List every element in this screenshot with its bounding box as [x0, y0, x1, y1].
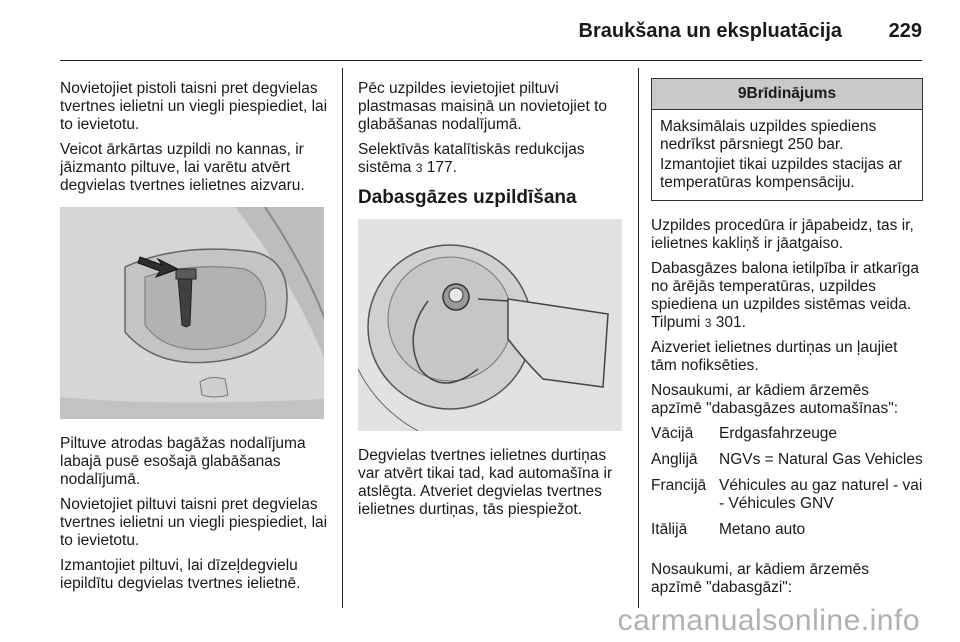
- ref-text: Selektīvās katalītiskās redukcijas sistēma: [358, 141, 585, 176]
- column-2: [358, 80, 626, 526]
- page-number: 229: [888, 20, 922, 42]
- warning-title: Brīdinājums: [746, 85, 837, 102]
- section-heading: Dabasgāzes uzpildīšana: [358, 187, 577, 208]
- paragraph: Nosaukumi, ar kādiem ārzemēs apzīmē "dabasgāzi":: [651, 561, 869, 596]
- table-row: [651, 477, 923, 521]
- warning-body: [652, 110, 922, 200]
- header-title: Braukšana un ekspluatācija: [578, 20, 842, 42]
- term-cell: NGVs = Natural Gas Vehicles: [719, 451, 923, 468]
- column-3: [651, 78, 923, 604]
- table-row: [651, 451, 923, 477]
- warning-box: [651, 78, 923, 201]
- paragraph: Novietojiet piltuvi taisni pret degvielas tvertnes ielietni un viegli piespiediet, lai to ievietotu.: [60, 496, 328, 549]
- paragraph: [358, 141, 626, 177]
- ref-text: Dabasgāzes balona ietilpība ir atkarīga no ārējās temperatūras, uzpildes spiediena un uzpildes sistēmas veida. Tilpumi: [651, 260, 919, 331]
- paragraph: Pēc uzpildes ievietojiet piltuvi plastmasas maisiņā un novietojiet to glabāšanas nodalījumā.: [358, 80, 607, 133]
- paragraph: Degvielas tvertnes ielietnes durtiņas var atvērt tikai tad, kad automašīna ir atslēgta. Atveriet degvielas tvertnes ielietnes durtiņas, tās piespiežot.: [358, 447, 613, 518]
- column-1: [60, 80, 328, 600]
- terms-table: [651, 425, 923, 547]
- watermark: carmanualsonline.info: [617, 604, 920, 637]
- warning-header: [652, 79, 922, 110]
- paragraph: Uzpildes procedūra ir jāpabeidz, tas ir, ielietnes kakliņš ir jāatgaiso.: [651, 217, 914, 252]
- table-row: [651, 521, 923, 547]
- page-ref[interactable]: 177.: [426, 159, 457, 176]
- term-cell: Metano auto: [719, 521, 806, 538]
- term-cell: Erdgasfahrzeuge: [719, 425, 838, 442]
- warning-icon: 9: [737, 85, 747, 102]
- column-divider-1: [342, 68, 343, 608]
- fuel-door-figure: [358, 219, 622, 431]
- page-ref-icon: 3: [704, 316, 712, 330]
- page-ref[interactable]: 301.: [715, 314, 746, 331]
- paragraph: Nosaukumi, ar kādiem ārzemēs apzīmē "dabasgāzes automašīnas":: [651, 382, 899, 417]
- term-cell: Véhicules au gaz naturel - vai - Véhicules GNV: [719, 477, 923, 512]
- paragraph: Novietojiet pistoli taisni pret degvielas tvertnes ielietni un viegli piespiediet, lai to ievietotu.: [60, 80, 328, 133]
- paragraph: Izmantojiet piltuvi, lai dīzeļdegvielu iepildītu degvielas tvertnes ielietnē.: [60, 557, 301, 592]
- warning-text: Maksimālais uzpildes spiediens nedrīkst pārsniegt 250 bar.: [660, 118, 877, 153]
- column-divider-2: [638, 68, 639, 608]
- paragraph: Piltuve atrodas bagāžas nodalījuma labajā pusē esošajā glabāšanas nodalījumā.: [60, 435, 306, 488]
- paragraph: [651, 260, 923, 332]
- page-ref-icon: 3: [415, 161, 423, 175]
- paragraph: Aizveriet ielietnes durtiņas un ļaujiet tām nofiksēties.: [651, 339, 898, 374]
- country-cell: Itālijā: [651, 521, 688, 538]
- funnel-figure: [60, 207, 324, 419]
- country-cell: Francijā: [651, 477, 707, 494]
- warning-text: Izmantojiet tikai uzpildes stacijas ar temperatūras kompensāciju.: [660, 156, 903, 191]
- table-row: [651, 425, 923, 451]
- country-cell: Vācijā: [651, 425, 694, 442]
- header-rule: [60, 60, 922, 61]
- country-cell: Anglijā: [651, 451, 698, 468]
- paragraph: Veicot ārkārtas uzpildi no kannas, ir jāizmanto piltuve, lai varētu atvērt degvielas tvertnes ielietnes aizvaru.: [60, 141, 305, 194]
